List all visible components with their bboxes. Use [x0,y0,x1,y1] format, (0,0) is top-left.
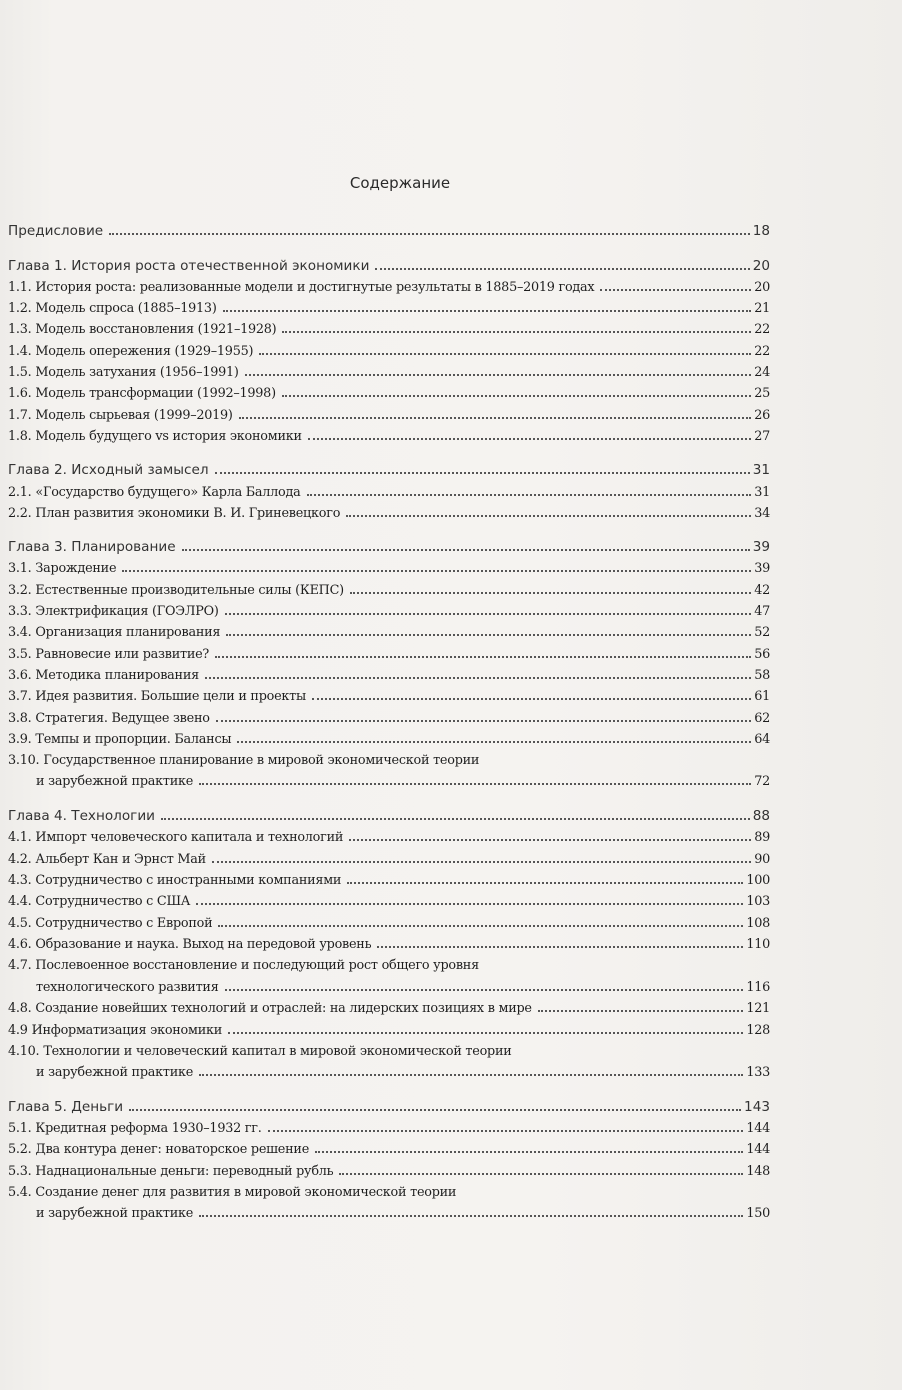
toc-section-entry[interactable] [8,888,770,909]
toc-section-text: Методика планирования [35,667,199,683]
dot-leader [129,1109,741,1111]
toc-section-entry[interactable] [8,683,770,704]
dot-leader [600,289,751,291]
toc-entry-title [8,873,341,888]
toc-section-text: Стратегия. Ведущее звено [35,710,210,726]
toc-entry-title: Предисловие [8,223,104,240]
toc-section-entry[interactable] [8,576,770,597]
toc-page-number: 31 [752,462,770,479]
toc-section-text: Два контура денег: новаторское решение [35,1142,310,1158]
toc-section-number: 1.6. [8,386,32,402]
toc-section-text: Электрификация (ГОЭЛРО) [35,604,219,620]
toc-section-number: 4.2. [8,851,32,867]
toc-section-entry[interactable] [8,995,770,1016]
toc-page-number: 20 [752,257,770,274]
toc-page-number: 103 [746,894,770,910]
dot-leader [312,698,751,700]
toc-section-number: 4.7. [8,958,32,974]
toc-section-number: 5.2. [8,1142,32,1158]
toc-page-number: 128 [746,1022,770,1038]
dot-leader [212,861,751,863]
toc-page-number: 88 [752,808,770,825]
toc-section-entry[interactable] [8,931,770,952]
toc-section-entry[interactable] [8,555,770,576]
dot-leader [349,839,751,841]
toc-section-number: 3.3. [8,604,32,620]
toc-section-entry[interactable] [8,909,770,930]
toc-section-text: Создание новейших технологий и отраслей: на лидерских позициях в мире [35,1001,532,1017]
dot-leader [538,1010,744,1012]
toc-section-entry[interactable] [8,598,770,619]
toc-section-number: 1.8. [8,428,32,444]
toc-section-text: Модель опережения (1929–1955) [35,343,254,359]
toc-page-number: 22 [754,343,770,359]
dot-leader [347,882,743,884]
dot-leader [308,438,751,440]
toc-section-number: 2.1. [8,484,32,500]
toc-chapter-entry[interactable] [8,1094,770,1115]
toc-section-number: 3.5. [8,646,32,662]
toc-entry-title [8,506,340,521]
toc-section-entry[interactable] [8,478,770,499]
toc-section-entry[interactable] [8,1115,770,1136]
dot-leader [122,570,751,572]
toc-section-text: Идея развития. Большие цели и проекты [35,689,306,705]
toc-section-entry[interactable] [8,845,770,866]
toc-entry-title [8,625,220,640]
toc-page-number: 62 [754,710,770,726]
toc-chapter-entry[interactable] [8,803,770,824]
toc-section-entry[interactable] [8,1157,770,1178]
toc-page-number: 27 [754,428,770,444]
dot-leader [228,1032,743,1034]
toc-page-number: 31 [754,484,770,500]
toc-section-number: 1.5. [8,365,32,381]
toc-section-entry[interactable] [8,726,770,747]
toc-section-text: Модель трансформации (1992–1998) [35,386,276,402]
toc-section-number: 3.7. [8,689,32,705]
toc-section-entry[interactable] [8,747,770,790]
dot-leader [218,925,743,927]
toc-page-number: 20 [754,279,770,295]
toc-chapter-entry[interactable] [8,457,770,478]
toc-section-entry[interactable] [8,1136,770,1157]
toc-page-number: 25 [754,386,770,402]
toc-section-text: Создание денег для развития в мировой экономической теории [35,1184,457,1200]
toc-section-text: Организация планирования [35,625,221,641]
toc-section-number: 5.3. [8,1163,32,1179]
toc-page-number: 39 [754,561,770,577]
dot-leader [182,549,750,551]
toc-section-entry[interactable] [8,401,770,422]
toc-section-text: Модель будущего vs история экономики [35,428,302,444]
toc-page-number: 64 [754,731,770,747]
toc-entry-title [8,485,301,500]
toc-section-entry[interactable] [8,1016,770,1037]
toc-section-text: История роста: реализованные модели и достигнутые результаты в 1885–2019 годах [35,279,595,295]
toc-section-entry[interactable] [8,704,770,725]
dot-leader [239,417,751,419]
toc-section-number: 3.2. [8,582,32,598]
toc-entry-title [8,344,253,359]
toc-page-number: 144 [746,1121,770,1137]
toc-section-number: 1.1. [8,279,32,295]
toc-page-number: 72 [754,774,770,790]
dot-leader [216,720,751,722]
toc-section-text: Естественные производительные силы (КЕПС) [35,582,344,598]
toc-page-number: 34 [754,505,770,521]
toc-entry-title [8,280,594,295]
toc-section-text: Послевоенное восстановление и последующий рост общего уровня [35,958,479,974]
toc-section-entry[interactable] [8,380,770,401]
toc-entry-title [8,386,276,401]
toc-section-text: Сотрудничество с иностранными компаниями [35,873,342,889]
toc-page-number: 100 [746,873,770,889]
toc-section-entry[interactable] [8,1038,770,1081]
toc-section-number: 1.2. [8,301,32,317]
toc-section-number: 1.4. [8,343,32,359]
toc-page-number: 150 [746,1206,770,1222]
toc-section-text: Технологии и человеческий капитал в мировой экономической теории [43,1043,512,1059]
dot-leader [346,515,751,517]
toc-entry-title: Глава 1. История роста отечественной экономики [8,257,370,274]
toc-section-number: 4.9 [8,1022,28,1038]
dot-leader [339,1173,743,1175]
toc-section-entry[interactable] [8,824,770,845]
toc-entry-title: Глава 4. Технологии [8,808,155,825]
toc-section-number: 5.4. [8,1184,32,1200]
dot-leader [199,1074,743,1076]
toc-page-number: 61 [754,689,770,705]
toc-section-entry[interactable] [8,337,770,358]
dot-leader [268,1130,744,1132]
toc-page-number: 52 [754,625,770,641]
toc-entry-title [8,1164,333,1179]
toc-section-number: 3.1. [8,561,32,577]
toc-section-number: 3.9. [8,731,32,747]
toc-section-entry[interactable] [8,952,770,995]
toc-section-number: 5.1. [8,1121,32,1137]
dot-leader [225,989,744,991]
toc-entry-title [8,583,344,598]
toc-section-number: 3.10. [8,753,40,769]
dot-leader [226,634,751,636]
toc-page-number: 47 [754,604,770,620]
toc-page-number: 18 [752,223,770,240]
toc-page-number: 144 [746,1142,770,1158]
toc-page-number: 108 [746,915,770,931]
dot-leader [223,310,751,312]
toc-section-number: 4.4. [8,894,32,910]
dot-leader [161,818,750,820]
toc-chapter-entry[interactable] [8,218,770,239]
toc-entry-title [8,894,190,909]
toc-page-number: 21 [754,301,770,317]
dot-leader [199,783,751,785]
toc-section-text: Государственное планирование в мировой экономической теории [43,753,480,769]
toc-entry-title [8,689,306,704]
toc-section-number: 1.7. [8,407,32,423]
toc-page-number: 58 [754,667,770,683]
toc-page-number: 24 [754,365,770,381]
toc-section-text: Образование и наука. Выход на передовой уровень [35,936,372,952]
dot-leader [259,353,751,355]
toc-section-entry[interactable] [8,423,770,444]
toc-page-number: 89 [754,830,770,846]
toc-section-entry[interactable] [8,1179,770,1222]
toc-entry-title [8,429,302,444]
toc-section-number: 4.6. [8,936,32,952]
toc-section-text-continued: и зарубежной практике [36,774,194,790]
toc-section-entry[interactable] [8,867,770,888]
dot-leader [199,1215,743,1217]
toc-entry-title [8,647,209,662]
toc-section-number: 4.5. [8,915,32,931]
toc-entry-title [8,1023,222,1038]
toc-entry-title [8,322,276,337]
toc-entry-title [8,830,343,845]
toc-section-text: Наднациональные деньги: переводный рубль [35,1163,334,1179]
toc-section-entry[interactable] [8,619,770,640]
toc-page-number: 26 [754,407,770,423]
dot-leader [109,233,750,235]
toc-page-number: 56 [754,646,770,662]
dot-leader [205,677,751,679]
toc-section-text: «Государство будущего» Карла Баллода [35,484,301,500]
dot-leader [315,1151,743,1153]
toc-entry-title: Глава 3. Планирование [8,539,176,556]
toc-section-number: 3.4. [8,625,32,641]
toc-page-number: 121 [746,1001,770,1017]
toc-page-number: 90 [754,851,770,867]
toc-section-text-continued: технологического развития [36,979,219,995]
toc-entry-title [8,561,116,576]
toc-section-text: Модель сырьевая (1999–2019) [35,407,233,423]
toc-section-number: 4.8. [8,1001,32,1017]
dot-leader [225,613,751,615]
toc-entry-title [8,711,210,726]
page-title: Содержание [349,174,451,192]
toc-section-number: 1.3. [8,322,32,338]
toc-entry-title [8,732,231,747]
toc-section-number: 3.6. [8,667,32,683]
toc-page-number: 22 [754,322,770,338]
dot-leader [375,268,749,270]
toc-section-text: Равновесие или развитие? [35,646,210,662]
toc-section-text: Сотрудничество с Европой [35,915,213,931]
toc-page-number: 143 [744,1098,770,1115]
toc-entry-title [8,604,219,619]
toc-section-text: Темпы и пропорции. Балансы [35,731,232,747]
toc-section-entry[interactable] [8,640,770,661]
toc-section-text-continued: и зарубежной практике [36,1065,194,1081]
toc-section-entry[interactable] [8,662,770,683]
toc-section-text: Кредитная реформа 1930–1932 гг. [35,1121,262,1137]
toc-section-text: План развития экономики В. И. Гриневецкого [35,505,341,521]
toc-entry-title [8,365,239,380]
toc-chapter-entry[interactable] [8,534,770,555]
dot-leader [215,656,751,658]
dot-leader [377,946,743,948]
toc-section-number: 4.10. [8,1043,40,1059]
toc-entry-title [8,916,212,931]
toc-section-text: Модель спроса (1885–1913) [35,301,217,317]
toc-section-text: Импорт человеческого капитала и технологий [35,830,344,846]
toc-page-number: 110 [746,936,770,952]
dot-leader [307,494,751,496]
dot-leader [196,903,743,905]
toc-section-entry[interactable] [8,274,770,295]
toc-entry-title: Глава 5. Деньги [8,1098,124,1115]
dot-leader [215,472,750,474]
toc-section-number: 2.2. [8,505,32,521]
toc-entry-title [8,668,199,683]
dot-leader [282,395,751,397]
toc-chapter-entry[interactable] [8,252,770,273]
dot-leader [237,741,751,743]
toc-section-text: Альберт Кан и Эрнст Май [35,851,206,867]
toc-section-text-continued: и зарубежной практике [36,1206,194,1222]
toc-section-text: Модель затухания (1956–1991) [35,365,239,381]
toc-section-number: 4.1. [8,830,32,846]
toc-section-text: Модель восстановления (1921–1928) [35,322,277,338]
toc-entry-title [8,408,233,423]
toc-section-entry[interactable] [8,295,770,316]
table-of-contents [8,218,770,1222]
toc-section-text: Сотрудничество с США [35,894,191,910]
toc-entry-title [8,937,371,952]
toc-page-number: 39 [752,539,770,556]
toc-section-entry[interactable] [8,500,770,521]
toc-section-entry[interactable] [8,316,770,337]
toc-section-text: Информатизация экономики [31,1022,223,1038]
toc-page-number: 116 [746,979,770,995]
toc-page-number: 42 [754,582,770,598]
toc-entry-title [8,852,206,867]
dot-leader [245,374,751,376]
toc-entry-title [8,301,217,316]
toc-section-number: 3.8. [8,710,32,726]
toc-page-number: 133 [746,1065,770,1081]
toc-section-number: 4.3. [8,873,32,889]
toc-entry-title [8,1001,532,1016]
toc-section-text: Зарождение [35,561,117,577]
toc-entry-title [8,1121,262,1136]
toc-entry-title [8,1142,309,1157]
toc-section-entry[interactable] [8,359,770,380]
toc-entry-title: Глава 2. Исходный замысел [8,462,209,479]
toc-page-number: 148 [746,1163,770,1179]
dot-leader [282,331,751,333]
dot-leader [350,592,751,594]
